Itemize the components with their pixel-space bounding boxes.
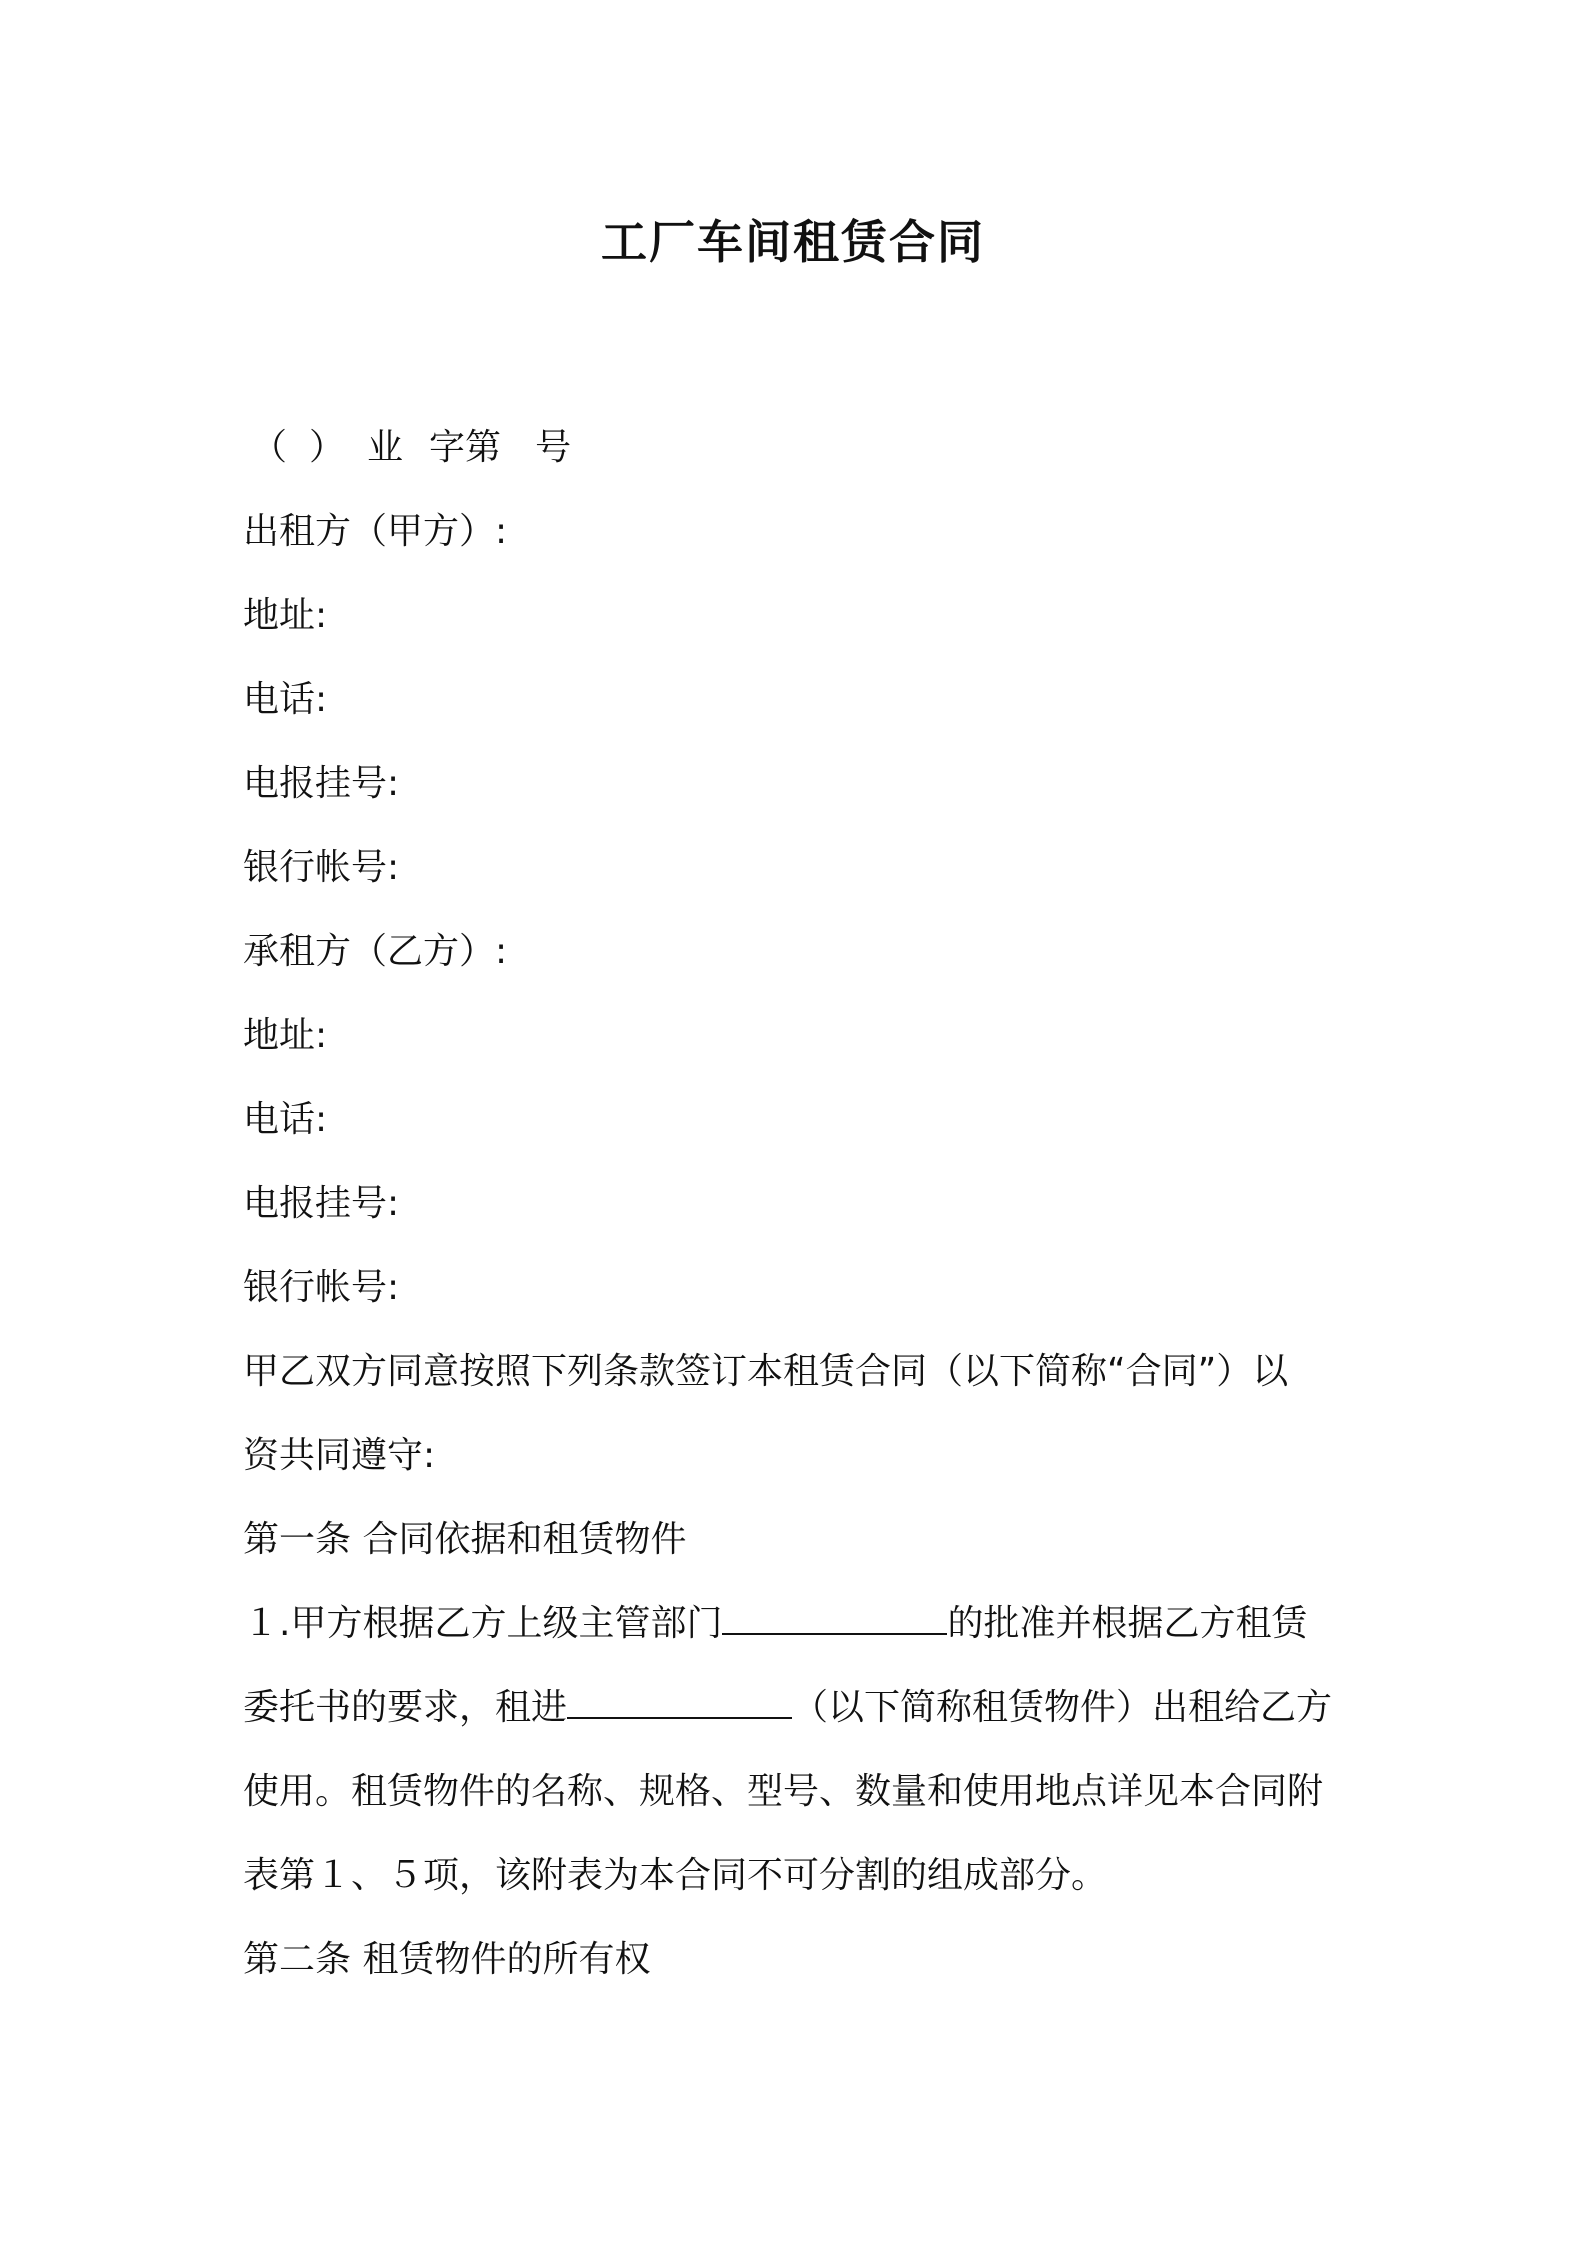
doc-number-ye: 业	[367, 427, 404, 468]
article-1-text-a: １.甲方根据乙方上级主管部门	[243, 1603, 723, 1644]
lessee-heading: 承租方（乙方）:	[243, 931, 508, 972]
lessee-phone: 电话:	[243, 1099, 328, 1140]
document-number-line	[243, 406, 1353, 490]
article-1-text-b: 的批准并根据乙方租赁	[947, 1603, 1308, 1644]
lessee-address: 地址:	[243, 1015, 328, 1056]
document-body	[243, 406, 1353, 2002]
doc-number-close-paren: ）	[309, 427, 346, 468]
leased-item-blank	[567, 1683, 792, 1719]
document-title: 工厂车间租赁合同	[601, 215, 985, 269]
article-1-paragraph-line-4: 表第１、５项，该附表为本合同不可分割的组成部分。	[243, 1855, 1108, 1896]
article-1-text-c: 委托书的要求，租进	[243, 1687, 568, 1728]
preamble-line-1: 甲乙双方同意按照下列条款签订本租赁合同（以下简称“合同”）以	[243, 1351, 1289, 1392]
doc-number-open-paren: （	[251, 427, 288, 468]
lessor-phone: 电话:	[243, 679, 328, 720]
lessor-bank-account: 银行帐号:	[243, 847, 400, 888]
doc-number-zi-di: 字第	[429, 427, 502, 468]
doc-number-hao: 号	[535, 427, 572, 468]
article-1-paragraph-line-1	[243, 1582, 1353, 1666]
approval-department-blank	[722, 1599, 947, 1635]
lessor-heading: 出租方（甲方）:	[243, 511, 508, 552]
article-2-heading: 第二条 租赁物件的所有权	[243, 1939, 651, 1980]
article-1-heading: 第一条 合同依据和租赁物件	[243, 1519, 687, 1560]
article-1-paragraph-line-2	[243, 1666, 1353, 1750]
article-1-paragraph-line-3: 使用。租赁物件的名称、规格、型号、数量和使用地点详见本合同附	[243, 1771, 1324, 1812]
lessee-bank-account: 银行帐号:	[243, 1267, 400, 1308]
preamble-line-2: 资共同遵守:	[243, 1435, 436, 1476]
article-1-text-d: （以下简称租赁物件）出租给乙方	[792, 1687, 1333, 1728]
lessor-telegram: 电报挂号:	[243, 763, 400, 804]
lessor-address: 地址:	[243, 595, 328, 636]
lessee-telegram: 电报挂号:	[243, 1183, 400, 1224]
